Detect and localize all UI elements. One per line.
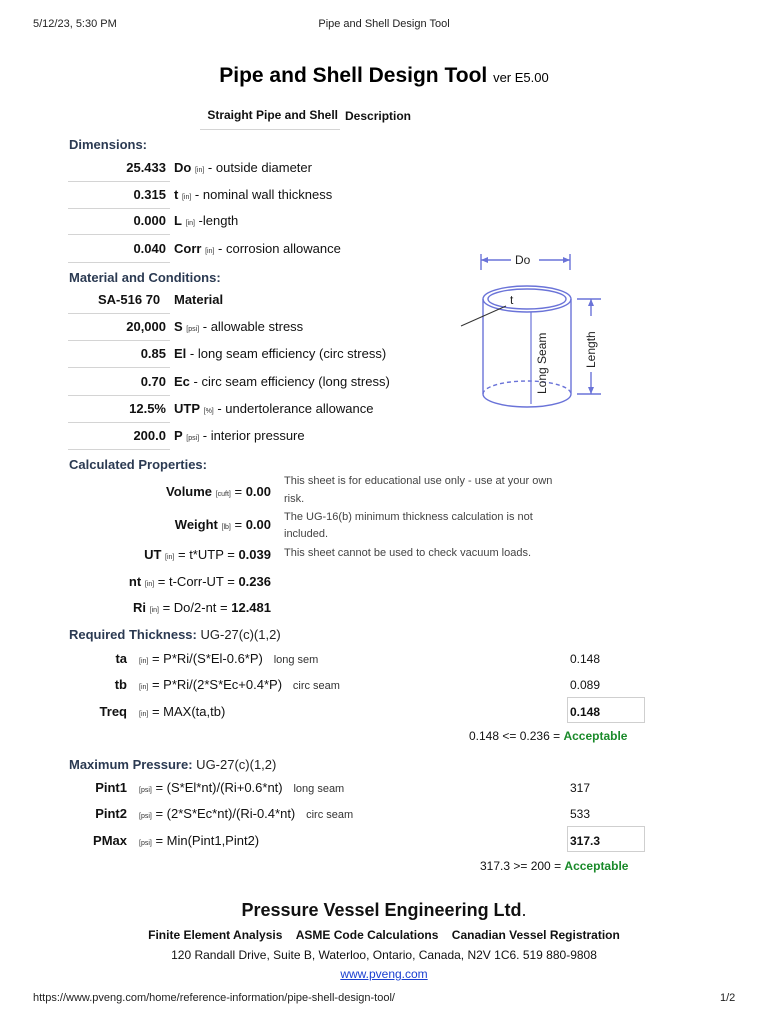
calculated-symbol: UT [144, 547, 162, 562]
required-note: long sem [273, 654, 319, 666]
col-header-right: Description [345, 109, 412, 123]
calculated-expr: = t-Corr-UT = [154, 574, 239, 589]
pressure-note: circ seam [306, 809, 354, 821]
required-check [469, 729, 627, 743]
material-input-cell[interactable] [68, 341, 170, 368]
pressure-code: UG-27(c)(1,2) [192, 757, 277, 772]
required-symbol: ta [115, 651, 127, 666]
pressure-check-expr: 317.3 >= 200 = [480, 859, 562, 873]
note-line-5: This sheet cannot be used to check vacuum loads. [284, 547, 532, 559]
calculated-formula-row [166, 484, 271, 499]
dimensions-value: 25.433 [126, 160, 166, 175]
material-heading: Material and Conditions: [69, 270, 221, 285]
length-label: Length [584, 331, 598, 368]
dimensions-unit: [in] [194, 167, 205, 174]
calculated-expr: = Do/2-nt = [158, 600, 232, 615]
pipe-top-outer [483, 286, 571, 312]
pressure-heading [69, 757, 276, 772]
print-page: 1/2 [720, 992, 736, 1004]
material-desc-text: - long seam efficiency (circ stress) [189, 346, 387, 361]
required-symbol: Treq [99, 704, 127, 719]
calculated-unit: [in] [165, 554, 175, 561]
material-description [174, 401, 373, 416]
calculated-heading: Calculated Properties: [69, 457, 207, 472]
material-input-cell[interactable] [68, 287, 170, 314]
pressure-note: long seam [293, 783, 345, 795]
pressure-formula [139, 833, 266, 848]
material-symbol: S [174, 319, 183, 334]
required-unit: [in] [139, 684, 149, 691]
dimensions-unit: [in] [181, 194, 192, 201]
material-description [174, 346, 386, 361]
dimensions-value: 0.040 [133, 241, 166, 256]
calculated-unit: [in] [149, 607, 159, 614]
calculated-expr: = [230, 484, 246, 499]
material-symbol: P [174, 428, 183, 443]
required-formula [139, 704, 233, 719]
required-formula [139, 651, 318, 666]
pressure-value: 317.3 [570, 834, 601, 848]
col-header-left-box [200, 107, 340, 130]
required-unit: [in] [139, 658, 149, 665]
dimensions-description [174, 241, 341, 256]
pressure-symbol-cell [69, 780, 127, 795]
pressure-unit: [psi] [139, 813, 152, 820]
length-arrow-top [588, 299, 594, 306]
calculated-result: 0.039 [238, 547, 271, 562]
calculated-expr: = t*UTP = [174, 547, 239, 562]
dimensions-desc-text: - nominal wall thickness [191, 187, 333, 202]
material-input-cell[interactable] [68, 314, 170, 341]
pressure-result: Acceptable [564, 859, 629, 873]
calculated-formula-row [175, 517, 271, 532]
material-symbol: UTP [174, 401, 200, 416]
length-arrow-bottom [588, 387, 594, 394]
calculated-formula-row [129, 574, 271, 589]
pressure-unit: [psi] [139, 840, 152, 847]
company-dot: . [521, 900, 527, 920]
dimensions-description [174, 160, 312, 175]
required-heading-label: Required Thickness: [69, 627, 197, 642]
required-result: Acceptable [563, 729, 628, 743]
service-registration: Canadian Vessel Registration [451, 928, 620, 942]
dimensions-value: 0.315 [133, 187, 166, 202]
title-main: Pipe and Shell Design Tool [219, 64, 488, 87]
pressure-expr: = (2*S*Ec*nt)/(Ri-0.4*nt) [151, 806, 296, 821]
required-symbol-cell [69, 704, 127, 719]
website-link[interactable]: www.pveng.com [340, 967, 428, 981]
col-header-left: Straight Pipe and Shell [207, 108, 338, 122]
dimensions-desc-text: -length [194, 213, 239, 228]
pressure-symbol-cell [69, 806, 127, 821]
dimensions-unit: [in] [205, 248, 215, 255]
pressure-value: 533 [570, 807, 591, 821]
do-arrow-left [481, 257, 488, 263]
calculated-result: 0.00 [245, 517, 271, 532]
dimensions-symbol: t [174, 187, 179, 202]
calculated-unit: [lb] [221, 524, 231, 531]
title-version: ver E5.00 [493, 70, 549, 85]
required-expr: = MAX(ta,tb) [148, 704, 226, 719]
pressure-check [480, 859, 628, 873]
calculated-unit: [in] [144, 581, 155, 588]
website-wrap [0, 967, 768, 981]
pressure-symbol: Pint1 [95, 780, 127, 795]
print-url: https://www.pveng.com/home/reference-information/pipe-shell-design-tool/ [33, 992, 395, 1004]
material-unit: [%] [203, 408, 214, 415]
services [0, 928, 768, 942]
pipe-top-inner [488, 289, 566, 309]
required-note: circ seam [292, 680, 340, 692]
calculated-unit: [cuft] [215, 491, 231, 498]
required-value: 0.148 [570, 652, 601, 666]
company-name [0, 900, 768, 921]
required-symbol-cell [69, 677, 127, 692]
pipe-bottom-front [483, 394, 571, 407]
pressure-expr: = Min(Pint1,Pint2) [151, 833, 260, 848]
pressure-formula [139, 806, 353, 821]
material-value: SA-516 70 [98, 292, 161, 307]
dimensions-desc-text: - corrosion allowance [214, 241, 341, 256]
dimensions-input-cell[interactable] [68, 182, 170, 209]
required-heading [69, 627, 281, 642]
material-desc-text: - allowable stress [199, 319, 304, 334]
required-symbol: tb [114, 677, 127, 692]
dimensions-symbol: L [174, 213, 182, 228]
calculated-expr: = [230, 517, 246, 532]
pressure-symbol: PMax [93, 833, 127, 848]
pressure-formula [139, 780, 344, 795]
dimensions-heading: Dimensions: [69, 137, 148, 152]
material-unit: [psi] [186, 435, 200, 442]
dimensions-input-cell[interactable] [68, 236, 170, 263]
page-title [0, 64, 768, 88]
print-datetime: 5/12/23, 5:30 PM [33, 18, 117, 30]
material-value: 0.85 [140, 346, 166, 361]
dimensions-description [174, 213, 238, 228]
material-value: 0.70 [140, 374, 166, 389]
address: 120 Randall Drive, Suite B, Waterloo, Ontario, Canada, N2V 1C6. 519 880-9808 [171, 948, 597, 962]
calculated-symbol: Ri [133, 600, 146, 615]
required-unit: [in] [139, 711, 149, 718]
material-symbol: El [174, 346, 187, 361]
dimensions-symbol: Do [174, 160, 192, 175]
long-seam-label: Long Seam [535, 332, 549, 394]
material-value: 20,000 [126, 319, 166, 334]
required-code: UG-27(c)(1,2) [196, 627, 281, 642]
required-expr: = P*Ri/(2*S*Ec+0.4*P) [148, 677, 283, 692]
calculated-formula-row [133, 600, 271, 615]
required-expr: = P*Ri/(S*El-0.6*P) [148, 651, 263, 666]
dimensions-unit: [in] [185, 220, 195, 227]
pressure-unit: [psi] [139, 787, 152, 794]
dimensions-input-cell[interactable] [68, 208, 170, 235]
pressure-heading-label: Maximum Pressure: [69, 757, 193, 772]
material-desc-text: - undertolerance allowance [213, 401, 374, 416]
required-value: 0.089 [570, 678, 601, 692]
service-asme: ASME Code Calculations [295, 928, 439, 942]
material-input-cell[interactable] [68, 396, 170, 423]
material-description [174, 319, 303, 334]
required-value: 0.148 [570, 705, 601, 719]
dimensions-input-cell[interactable] [68, 155, 170, 182]
material-description [174, 292, 223, 307]
pressure-expr: = (S*El*nt)/(Ri+0.6*nt) [151, 780, 283, 795]
calculated-symbol: nt [128, 574, 142, 589]
material-description [174, 428, 305, 443]
pipe-bottom-back [483, 381, 571, 394]
calculated-result: 0.00 [245, 484, 271, 499]
service-fea: Finite Element Analysis [148, 928, 283, 942]
note-line-1: This sheet is for educational use only - use at your own [284, 475, 553, 487]
print-doc-title: Pipe and Shell Design Tool [318, 18, 450, 30]
calculated-result: 12.481 [231, 600, 271, 615]
pressure-value: 317 [570, 781, 591, 795]
material-desc-text: - interior pressure [199, 428, 305, 443]
material-input-cell[interactable] [68, 423, 170, 450]
dimensions-desc-text: - outside diameter [204, 160, 312, 175]
material-unit: [psi] [186, 326, 200, 333]
material-symbol: Material [174, 292, 224, 307]
material-symbol: Ec [174, 374, 190, 389]
do-arrow-right [563, 257, 570, 263]
material-value: 12.5% [129, 401, 166, 416]
required-symbol-cell [69, 651, 127, 666]
note-line-4: included. [284, 528, 329, 540]
pressure-symbol: Pint2 [95, 806, 127, 821]
note-line-3: The UG-16(b) minimum thickness calculation is not [284, 511, 533, 523]
material-value: 200.0 [133, 428, 166, 443]
material-description [174, 374, 390, 389]
material-input-cell[interactable] [68, 369, 170, 396]
do-label: Do [515, 253, 531, 267]
calculated-result: 0.236 [238, 574, 271, 589]
company-name-text: Pressure Vessel Engineering Ltd [241, 900, 522, 920]
note-line-2: risk. [284, 493, 305, 505]
required-formula [139, 677, 340, 692]
pipe-diagram [455, 246, 605, 421]
pressure-symbol-cell [69, 833, 127, 848]
calculated-formula-row [144, 547, 271, 562]
material-desc-text: - circ seam efficiency (long stress) [193, 374, 390, 389]
t-label: t [510, 293, 514, 307]
dimensions-symbol: Corr [174, 241, 202, 256]
calculated-symbol: Weight [174, 517, 218, 532]
required-check-expr: 0.148 <= 0.236 = [469, 729, 561, 743]
dimensions-description [174, 187, 332, 202]
dimensions-value: 0.000 [133, 213, 166, 228]
calculated-symbol: Volume [166, 484, 213, 499]
